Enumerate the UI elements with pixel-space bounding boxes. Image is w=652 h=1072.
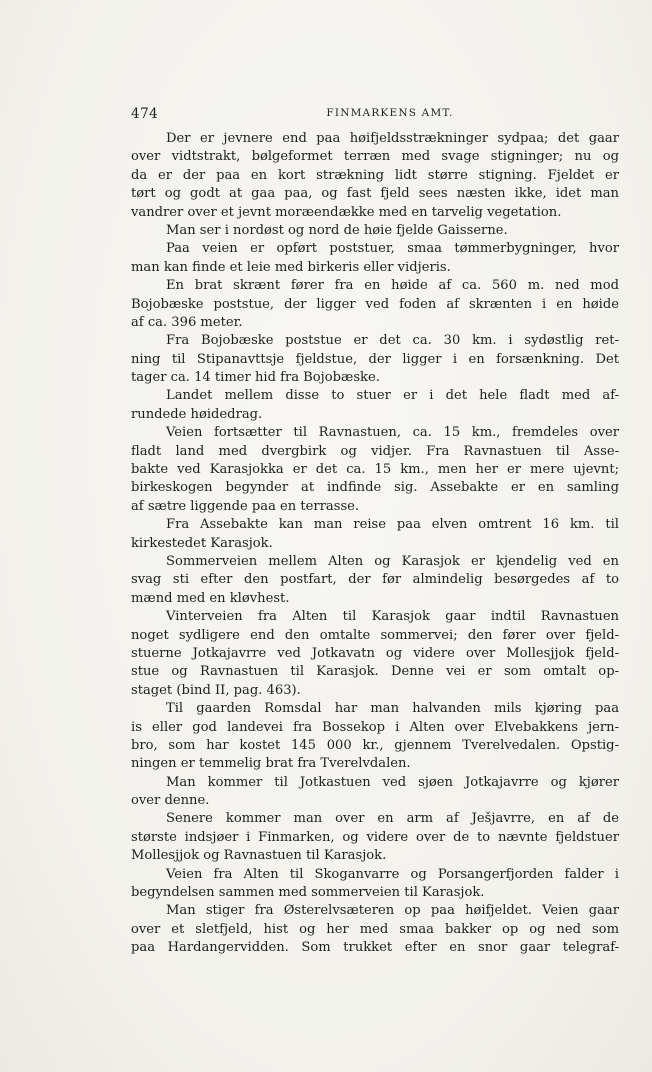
text-line: Man kommer til Jotkastuen ved sjøen Jotkajavrre og kjører [166,774,619,790]
text-line: paa Hardangervidden. Som trukket efter en snor gaar telegraf- [131,940,619,956]
text-line: vandrer over et jevnt moræendække med en tarvelig vegetation. [131,204,562,220]
text-line: Landet mellem disse to stuer er i det hele fladt med af- [166,388,619,404]
text-line: stue og Ravnastuen til Karasjok. Denne vei er som omtalt op- [131,664,619,680]
text-line: Paa veien er opført poststuer, smaa tømmerbygninger, hvor [166,241,619,257]
text-line: bro, som har kostet 145 000 kr., gjennem Tverelvedalen. Opstig- [131,737,619,753]
text-line: Bojobæske poststue, der ligger ved foden af skrænten i en høide [131,296,619,312]
text-line: Veien fortsætter til Ravnastuen, ca. 15 km., fremdeles over [166,425,619,441]
text-line: staget (bind II, pag. 463). [131,682,301,698]
text-line: Vinterveien fra Alten til Karasjok gaar indtil Ravnastuen [166,609,619,625]
running-title: FINMARKENS AMT. [326,107,454,119]
text-line: over vidtstrakt, bølgeformet terræn med svage stigninger; nu og [131,149,619,165]
text-line: da er der paa en kort strækning lidt større stigning. Fjeldet er [131,167,619,183]
text-line: rundede høidedrag. [131,406,263,422]
text-line: bakte ved Karasjokka er det ca. 15 km., men her er mere ujevnt; [131,462,619,478]
text-line: is eller god landevei fra Bossekop i Alten over Elvebakkens jern- [131,719,619,735]
text-line: Man stiger fra Østerelvsæteren op paa høifjeldet. Veien gaar [166,903,619,919]
text-line: største indsjøer i Finmarken, og videre over de to nævnte fjeldstuer [131,829,619,845]
text-line: tager ca. 14 timer hid fra Bojobæske. [131,370,380,386]
page-header [131,106,619,126]
text-line: fladt land med dvergbirk og vidjer. Fra Ravnastuen til Asse- [131,443,619,459]
text-line: Mollesjjok og Ravnastuen til Karasjok. [131,848,387,864]
text-line: Fra Assebakte kan man reise paa elven omtrent 16 km. til [166,517,619,533]
text-line: ningen er temmelig brat fra Tverelvdalen. [131,756,411,772]
text-line: Veien fra Alten til Skoganvarre og Porsangerfjorden falder i [166,866,619,882]
text-line: svag sti efter den postfart, der før almindelig besørgedes af to [131,572,619,588]
body-text [131,130,619,958]
text-line: En brat skrænt fører fra en høide af ca. 560 m. ned mod [166,278,619,294]
text-line: af ca. 396 meter. [131,314,243,330]
text-line: noget sydligere end den omtalte sommervei; den fører over fjeld- [131,627,619,643]
text-line: Senere kommer man over en arm af Ješjavrre, en af de [166,811,619,827]
text-line: stuerne Jotkajavrre ved Jotkavatn og videre over Mollesjjok fjeld- [131,645,619,661]
text-line: ning til Stipanavttsje fjeldstue, der ligger i en forsænkning. Det [131,351,619,367]
text-line: begyndelsen sammen med sommerveien til Karasjok. [131,885,485,901]
text-line: man kan finde et leie med birkeris eller vidjeris. [131,259,451,275]
text-line: kirkestedet Karasjok. [131,535,273,551]
text-line: birkeskogen begynder at indfinde sig. Assebakte er en samling [131,480,619,496]
text-line: over denne. [131,793,210,809]
text-line: Sommerveien mellem Alten og Karasjok er kjendelig ved en [166,553,619,569]
text-line: Fra Bojobæske poststue er det ca. 30 km. i sydøstlig ret- [166,333,619,349]
text-line: Man ser i nordøst og nord de høie fjelde Gaisserne. [166,222,508,238]
text-line: mænd med en kløvhest. [131,590,290,606]
text-line: Til gaarden Romsdal har man halvanden mils kjøring paa [166,701,619,717]
page-number: 474 [131,106,159,122]
text-line: Der er jevnere end paa høifjeldsstrækninger sydpaa; det gaar [166,131,619,146]
text-line: over et sletfjeld, hist og her med smaa bakker op og ned som [131,921,619,937]
text-line: tørt og godt at gaa paa, og fast fjeld sees næsten ikke, idet man [131,186,619,202]
text-line: af sætre liggende paa en terrasse. [131,498,360,514]
